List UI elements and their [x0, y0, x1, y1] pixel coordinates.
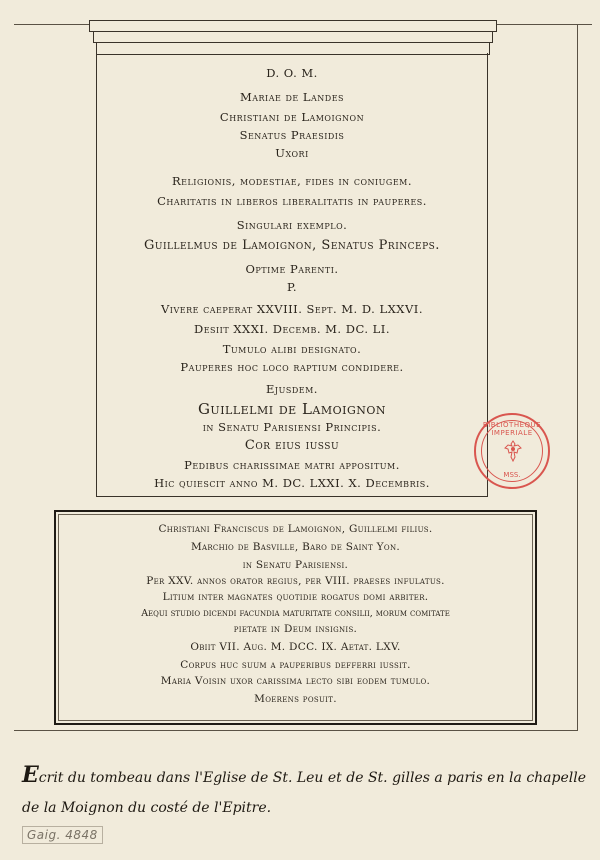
upper-line-hic-quiescit: Hic quiescit anno M. DC. LXXI. X. Decembris.: [154, 476, 430, 490]
upper-line-guillelmus: Guillelmus de Lamoignon, Senatus Princeps.: [144, 238, 440, 253]
lower-line-per-annos: Per XXV. annos orator regius, per VIII. praeses infulatus.: [146, 575, 445, 587]
upper-line-desiit: Desiit XXXI. Decemb. M. DC. LI.: [193, 322, 390, 336]
caption-line-1: [22, 762, 586, 788]
lower-line-in-senatu: in Senatu Parisiensi.: [242, 559, 349, 571]
shelfmark: Gaig. 4848: [22, 826, 103, 844]
frame-right-line: [577, 24, 578, 730]
upper-line-ejusdem: Ejusdem.: [266, 382, 318, 396]
upper-line-singulari: Singulari exemplo.: [236, 218, 348, 232]
caption-line-2: de la Moignon du costé de l'Epitre.: [22, 800, 272, 816]
upper-line-tumulo: Tumulo alibi designato.: [222, 342, 362, 356]
lower-line-corpus: Corpus huc suum a pauperibus defferri iussit.: [180, 659, 411, 671]
lower-line-maria: Maria Voisin uxor carissima lecto sibi eodem tumulo.: [160, 675, 431, 687]
upper-line-uxori: Uxori: [275, 146, 309, 160]
upper-line-religionis: Religionis, modestiae, fides in coniugem.: [171, 174, 413, 188]
upper-line-pauperes: Pauperes hoc loco raptium condidere.: [180, 360, 404, 374]
upper-line-optime: Optime Parenti.: [245, 262, 339, 276]
frame-bottom-line: [14, 730, 578, 731]
upper-line-guillelmi: Guillelmi de Lamoignon: [197, 400, 387, 418]
upper-line-vivere: Vivere caeperat XXVIII. Sept. M. D. LXXVI.: [160, 302, 423, 316]
lower-line-obiit: Obiit VII. Aug. M. DCC. IX. Aetat. LXV.: [190, 641, 401, 653]
library-stamp: [474, 413, 550, 489]
upper-line-pedibus: Pedibus charissimae matri appositum.: [184, 458, 400, 472]
eagle-emblem-icon: [502, 439, 524, 463]
upper-line-senatus: Senatus Praesidis: [239, 128, 345, 142]
upper-line-dom: D. O. M.: [266, 66, 318, 80]
stamp-text: BIBLIOTHEQUE IMPERIALE: [482, 421, 542, 437]
lower-line-christiani: Christiani Franciscus de Lamoignon, Guillelmi filius.: [158, 523, 433, 535]
lower-line-moerens: Moerens posuit.: [254, 693, 337, 705]
lower-line-pietate: pietate in Deum insignis.: [233, 623, 358, 635]
lower-line-marchio: Marchio de Basville, Baro de Saint Yon.: [190, 541, 401, 553]
upper-line-cor-eius: Cor eius iussu: [244, 438, 340, 453]
upper-line-in-senatu: in Senatu Parisiensi Principis.: [202, 420, 382, 434]
caption-line-1-text: crit du tombeau dans l'Eglise de St. Leu et de St. gilles a paris en la chapelle: [38, 770, 587, 786]
upper-line-mariae: Mariae de Landes: [239, 90, 345, 104]
lower-line-litium: Litium inter magnates quotidie rogatus domi arbiter.: [162, 591, 429, 603]
caption-initial: E: [22, 762, 39, 788]
stamp-sub-text: MSS.: [503, 471, 521, 479]
upper-line-charitatis: Charitatis in liberos liberalitatis in pauperes.: [157, 194, 427, 208]
upper-line-christiani: Christiani de Lamoignon: [219, 110, 365, 124]
upper-line-p: P.: [286, 280, 298, 294]
lower-line-aequi: Aequi studio dicendi facundia maturitate consilii, morum comitate: [141, 608, 450, 619]
